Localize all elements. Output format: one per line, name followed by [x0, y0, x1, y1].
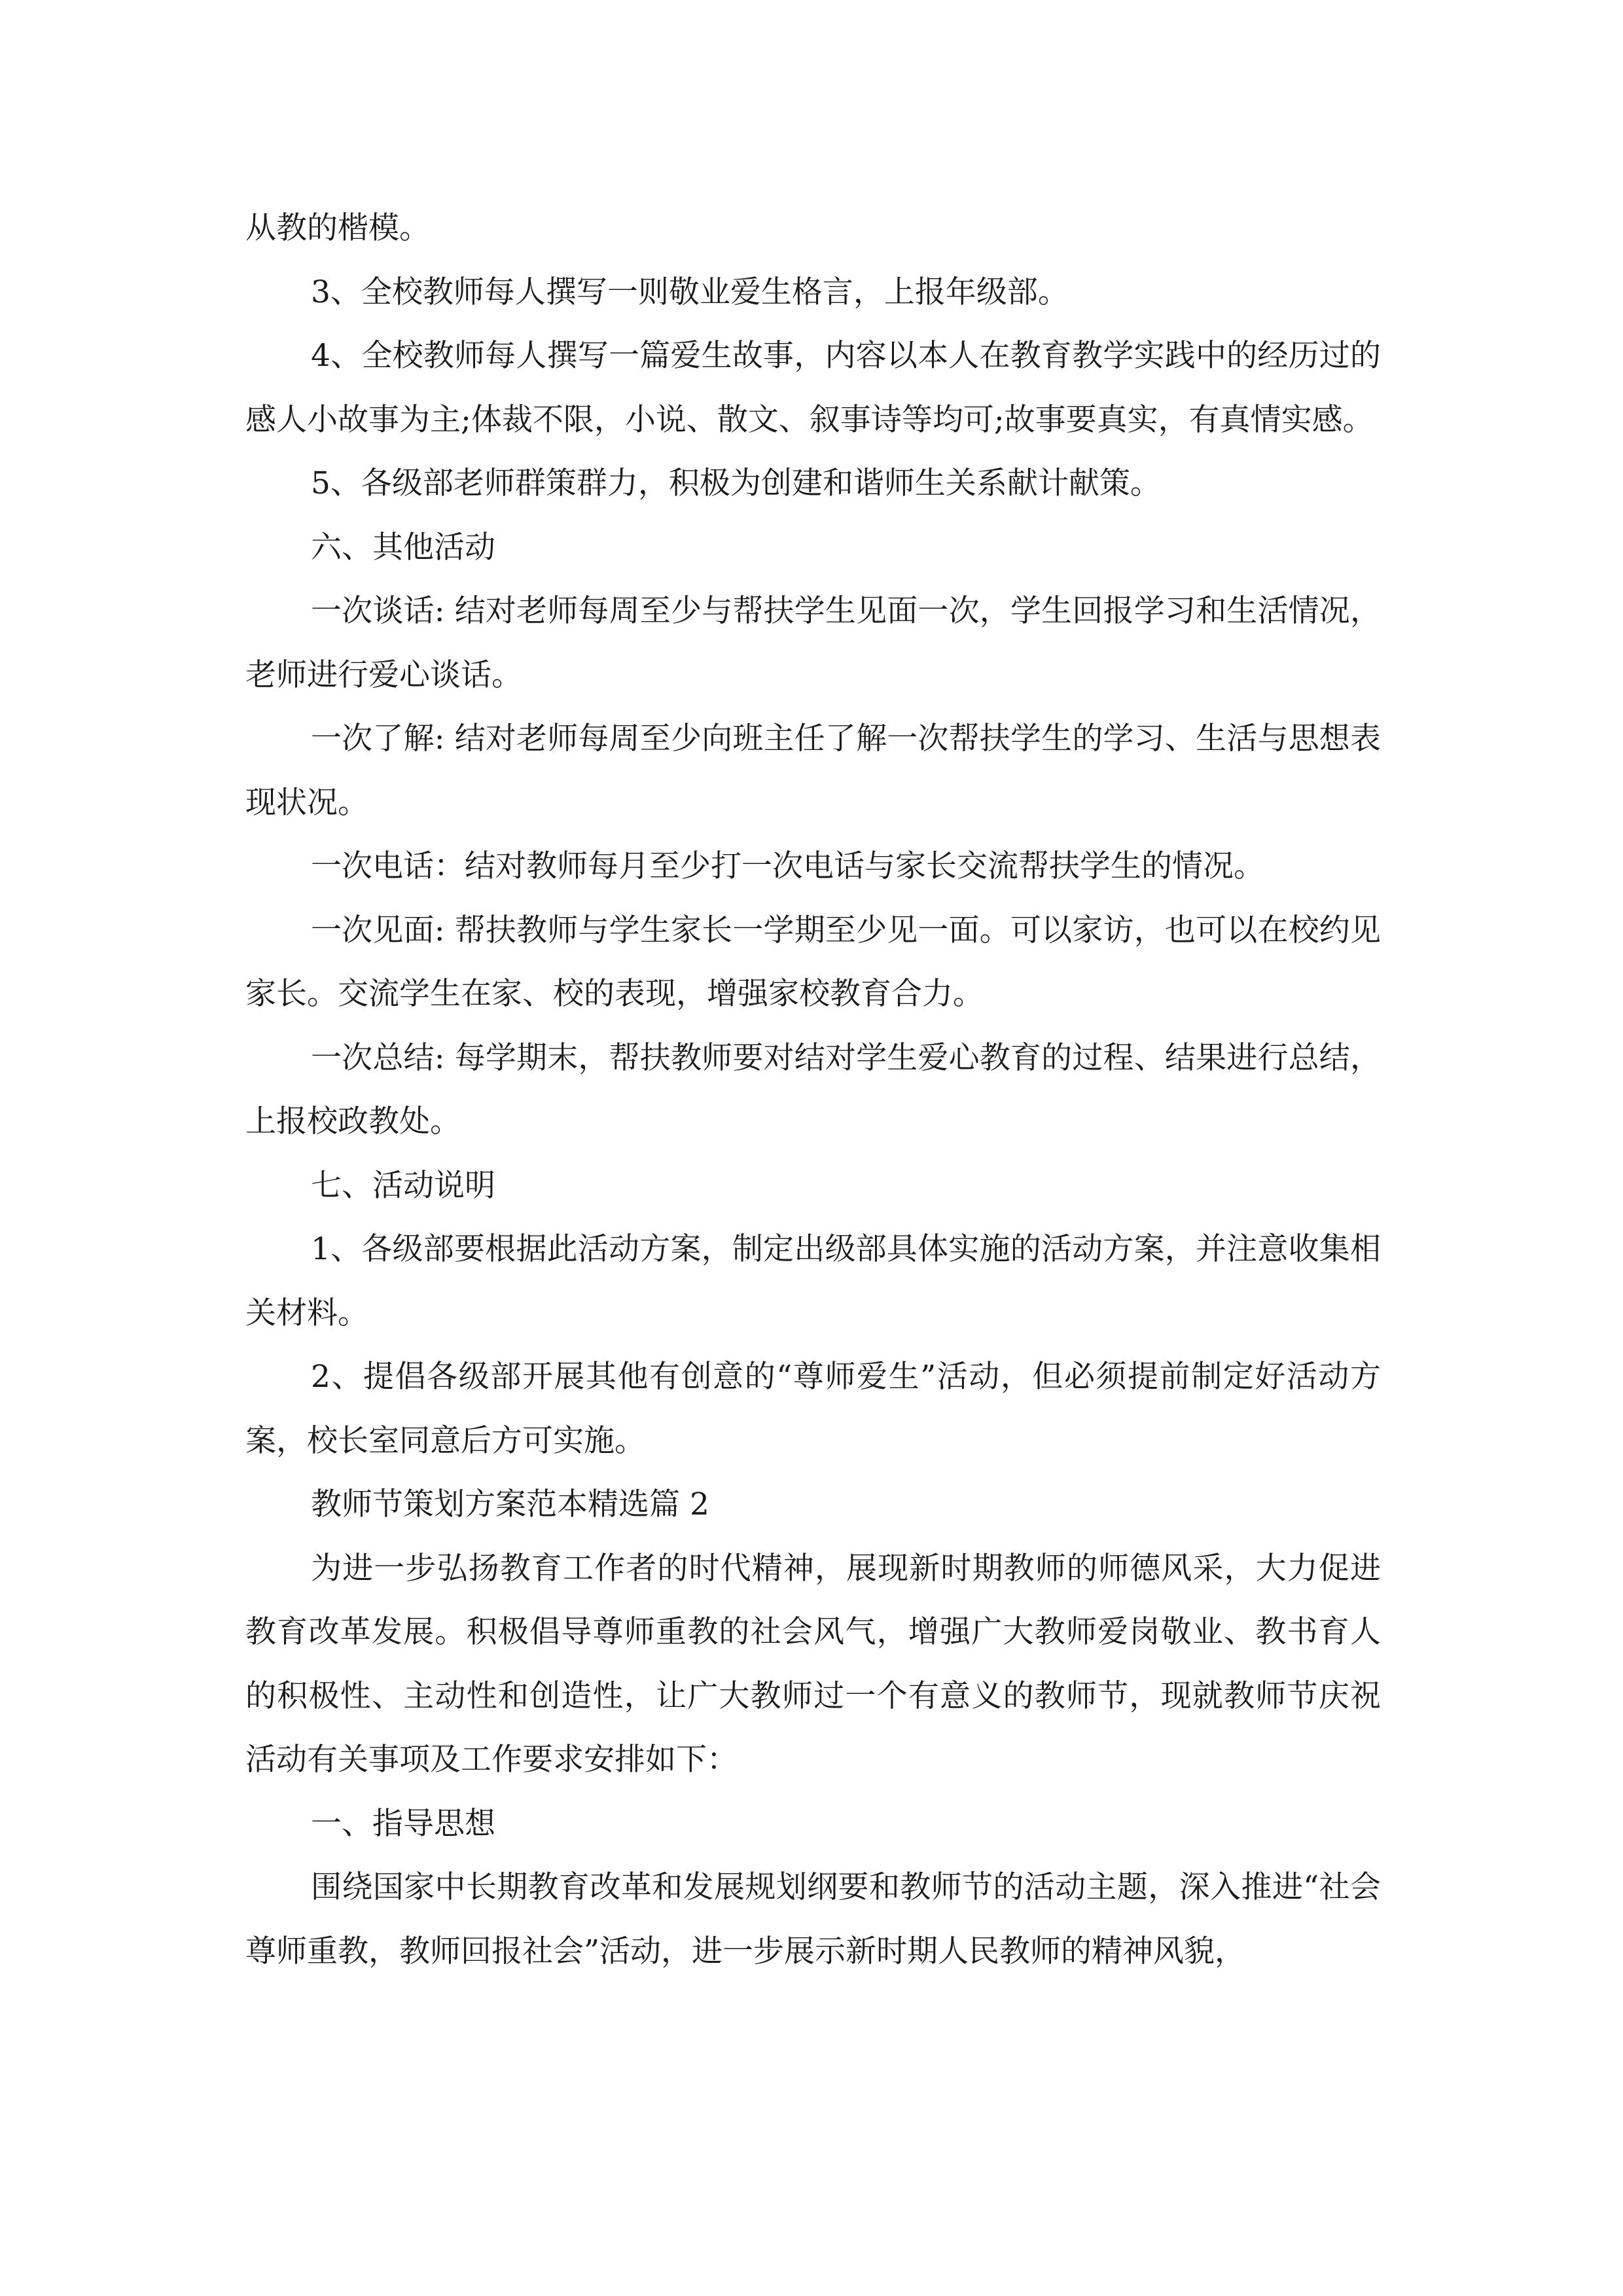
- paragraph-item-5: 5、各级部老师群策群力，积极为创建和谐师生关系献计献策。: [311, 465, 1161, 501]
- paragraph-meeting: 一次见面: 帮扶教师与学生家长一学期至少见一面。可以家访，也可以在校约见家长。交流学生在家、校的表现，增强家校教育合力。: [245, 912, 1381, 1012]
- paragraph-phone: 一次电话：结对教师每月至少打一次电话与家长交流帮扶学生的情况。: [311, 848, 1264, 884]
- paragraph-continuation: 从教的楷模。: [245, 210, 430, 246]
- paragraph-item-4: 4、全校教师每人撰写一篇爱生故事，内容以本人在教育教学实践中的经历过的感人小故事为主;体裁不限，小说、散文、叙事诗等均可;故事要真实，有真情实感。: [245, 338, 1381, 438]
- paragraph-talk: 一次谈话: 结对老师每周至少与帮扶学生见面一次，学生回报学习和生活情况，老师进行爱心谈话。: [245, 593, 1381, 693]
- paragraph-note-1: 1、各级部要根据此活动方案，制定出级部具体实施的活动方案，并注意收集相关材料。: [245, 1231, 1381, 1331]
- paragraph-item-3: 3、全校教师每人撰写一则敬业爱生格言，上报年级部。: [311, 274, 1069, 310]
- section-heading-activity-notes: 七、活动说明: [311, 1167, 495, 1204]
- section-heading-guiding-ideology: 一、指导思想: [311, 1805, 495, 1842]
- section-heading-other-activities: 六、其他活动: [311, 529, 495, 565]
- paragraph-note-2: 2、提倡各级部开展其他有创意的“尊师爱生”活动，但必须提前制定好活动方案，校长室同意后方可实施。: [245, 1359, 1381, 1459]
- paragraph-understand: 一次了解: 结对老师每周至少向班主任了解一次帮扶学生的学习、生活与思想表现状况。: [245, 721, 1381, 821]
- paragraph-intro: 为进一步弘扬教育工作者的时代精神，展现新时期教师的师德风采，大力促进教育改革发展。积极倡导尊师重教的社会风气，增强广大教师爱岗敬业、教书育人的积极性、主动性和创造性，让广大教师过一个有意义的教师节，现就教师节庆祝活动有关事项及工作要求安排如下：: [245, 1550, 1381, 1778]
- article-title: 教师节策划方案范本精选篇 2: [311, 1486, 709, 1522]
- document-body: [245, 196, 1381, 1983]
- paragraph-summary: 一次总结: 每学期末，帮扶教师要对结对学生爱心教育的过程、结果进行总结，上报校政教处。: [245, 1039, 1381, 1139]
- paragraph-guiding-ideology: 围绕国家中长期教育改革和发展规划纲要和教师节的活动主题，深入推进“社会尊师重教，教师回报社会”活动，进一步展示新时期人民教师的精神风貌，: [245, 1869, 1381, 1969]
